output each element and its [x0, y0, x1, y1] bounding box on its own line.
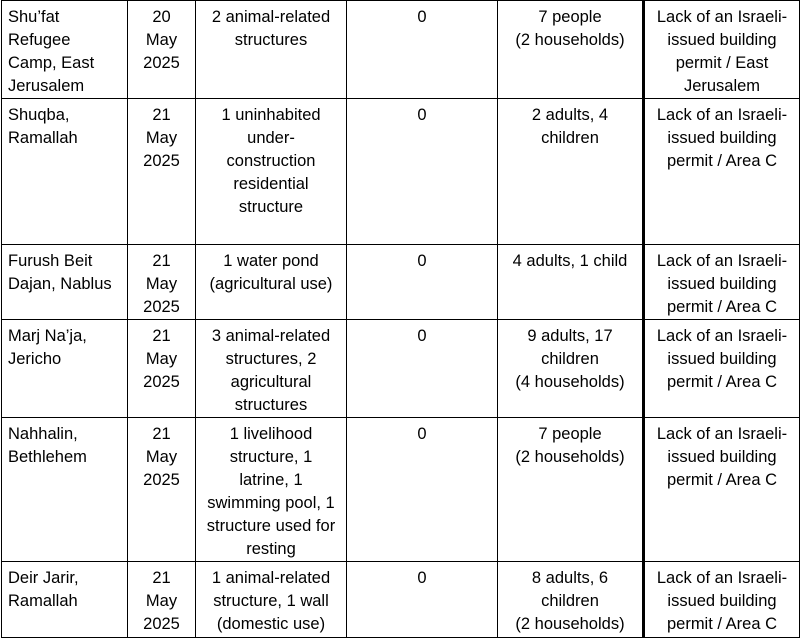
date-cell: 21 May 2025 [128, 99, 196, 245]
date-cell: 21 May 2025 [128, 245, 196, 320]
affected-cell: 4 adults, 1 child [498, 245, 644, 320]
count-cell: 0 [347, 1, 498, 99]
reason-cell: Lack of an Israeli- issued building permit / Area C [644, 245, 800, 320]
affected-cell: 7 people (2 households) [498, 418, 644, 562]
date-cell: 21 May 2025 [128, 562, 196, 638]
reason-cell: Lack of an Israeli- issued building permit / Area C [644, 99, 800, 245]
location-cell: Marj Na’ja, Jericho [2, 320, 128, 418]
reason-cell: Lack of an Israeli- issued building permit / Area C [644, 418, 800, 562]
affected-cell: 2 adults, 4 children [498, 99, 644, 245]
location-cell: Shu’fat Refugee Camp, East Jerusalem [2, 1, 128, 99]
date-cell: 20 May 2025 [128, 1, 196, 99]
location-cell: Furush Beit Dajan, Nablus [2, 245, 128, 320]
count-cell: 0 [347, 99, 498, 245]
date-cell: 21 May 2025 [128, 418, 196, 562]
structures-cell: 1 water pond (agricultural use) [196, 245, 347, 320]
reason-cell: Lack of an Israeli- issued building permit / Area C [644, 320, 800, 418]
location-cell: Shuqba, Ramallah [2, 99, 128, 245]
demolitions-table [1, 0, 800, 638]
affected-cell: 7 people (2 households) [498, 1, 644, 99]
count-cell: 0 [347, 320, 498, 418]
count-cell: 0 [347, 562, 498, 638]
structures-cell: 3 animal-related structures, 2 agricultural structures [196, 320, 347, 418]
structures-cell: 1 uninhabited under- construction residential structure [196, 99, 347, 245]
structures-cell: 1 livelihood structure, 1 latrine, 1 swimming pool, 1 structure used for resting [196, 418, 347, 562]
structures-cell: 2 animal-related structures [196, 1, 347, 99]
affected-cell: 8 adults, 6 children (2 households) [498, 562, 644, 638]
table-row [2, 418, 800, 562]
reason-cell: Lack of an Israeli- issued building permit / East Jerusalem [644, 1, 800, 99]
table-row [2, 245, 800, 320]
count-cell: 0 [347, 245, 498, 320]
count-cell: 0 [347, 418, 498, 562]
date-cell: 21 May 2025 [128, 320, 196, 418]
location-cell: Deir Jarir, Ramallah [2, 562, 128, 638]
table-row [2, 562, 800, 638]
table-row [2, 99, 800, 245]
structures-cell: 1 animal-related structure, 1 wall (domestic use) [196, 562, 347, 638]
table-row [2, 1, 800, 99]
affected-cell: 9 adults, 17 children (4 households) [498, 320, 644, 418]
location-cell: Nahhalin, Bethlehem [2, 418, 128, 562]
reason-cell: Lack of an Israeli- issued building permit / Area C [644, 562, 800, 638]
table-row [2, 320, 800, 418]
